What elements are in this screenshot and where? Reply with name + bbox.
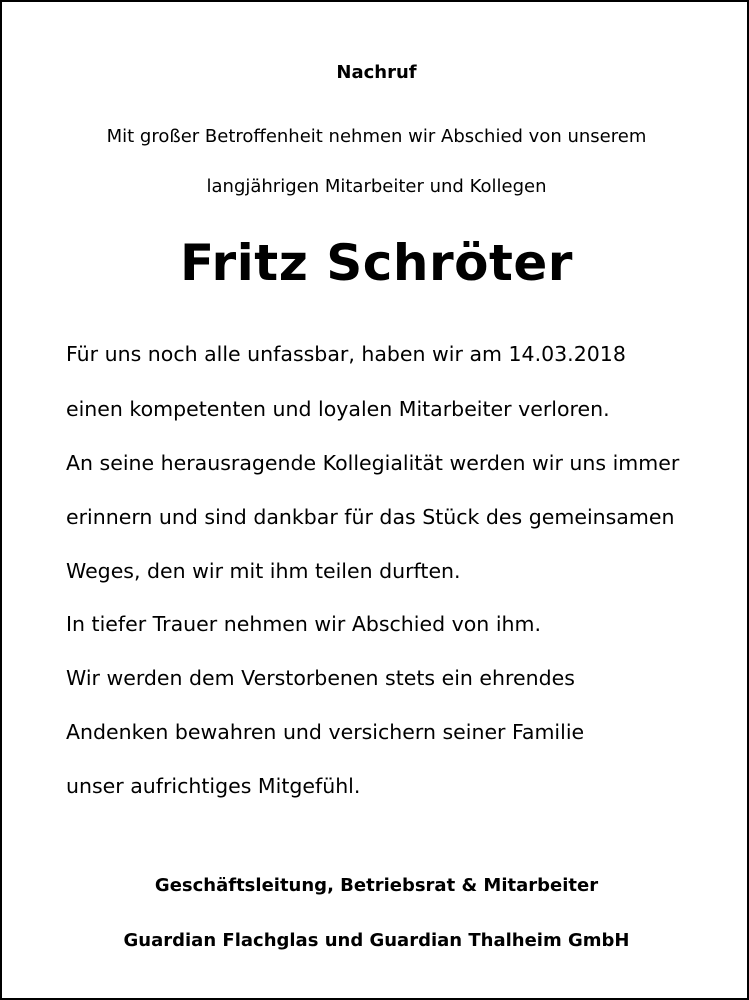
body-line: einen kompetenten und loyalen Mitarbeiter verloren. [66, 397, 610, 421]
body-line: Für uns noch alle unfassbar, haben wir am 14.03.2018 [66, 342, 626, 366]
intro-line-1: Mit großer Betroffenheit nehmen wir Abschied von unserem [106, 126, 647, 147]
body-line: unser aufrichtiges Mitgefühl. [66, 774, 361, 798]
body-line: Wir werden dem Verstorbenen stets ein ehrendes [66, 666, 575, 690]
body-line: Andenken bewahren und versichern seiner Familie [66, 720, 585, 744]
signature-line-2: Guardian Flachglas und Guardian Thalheim GmbH [123, 930, 630, 951]
signature-line-1: Geschäftsleitung, Betriebsrat & Mitarbeiter [154, 875, 599, 896]
deceased-name: Fritz Schröter [180, 234, 573, 292]
body-line: In tiefer Trauer nehmen wir Abschied von ihm. [66, 612, 541, 636]
obituary-heading: Nachruf [336, 62, 417, 83]
body-line: Weges, den wir mit ihm teilen durften. [66, 559, 461, 583]
intro-line-2: langjährigen Mitarbeiter und Kollegen [206, 176, 547, 197]
body-line: An seine herausragende Kollegialität werden wir uns immer [66, 451, 680, 475]
body-line: erinnern und sind dankbar für das Stück des gemeinsamen [66, 505, 675, 529]
